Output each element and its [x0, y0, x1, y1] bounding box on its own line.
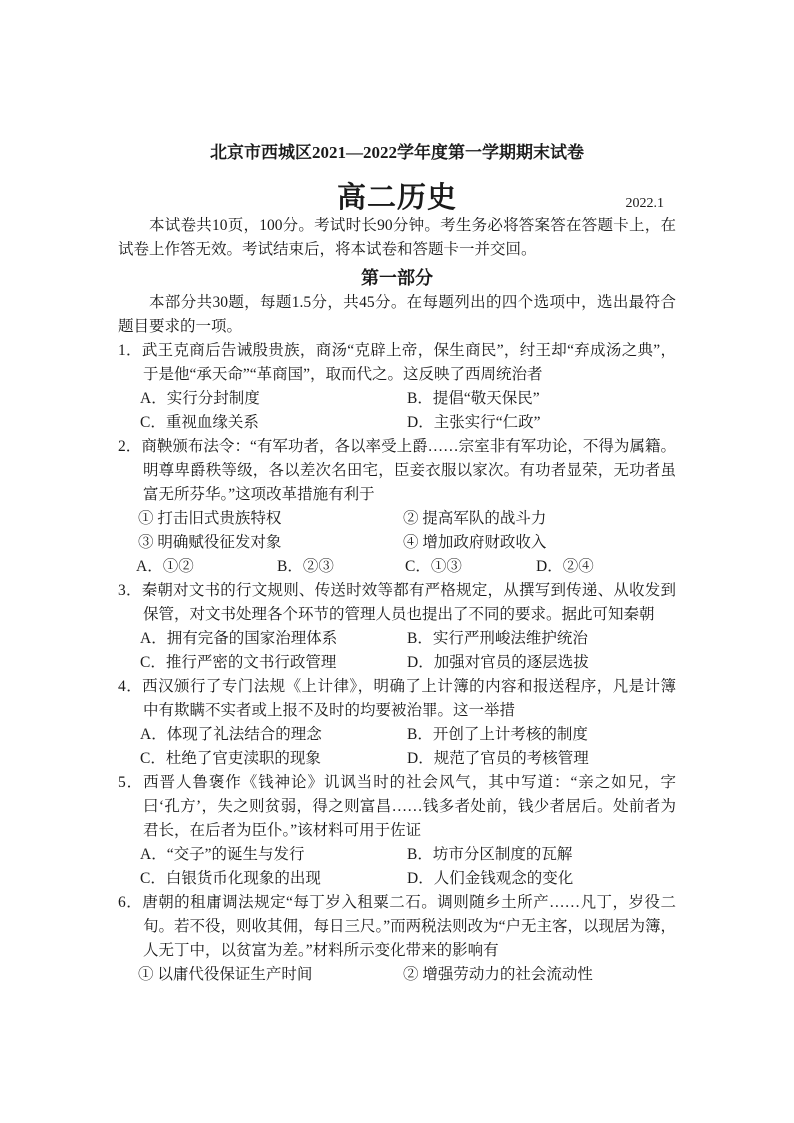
- question-5-option-d: D．人们金钱观念的变化: [407, 870, 574, 887]
- question-2-items: [118, 507, 676, 555]
- question-3-number: 3．: [118, 582, 142, 599]
- question-2-option-b: B．②③: [277, 558, 334, 575]
- question-4: [118, 675, 676, 771]
- question-6-item-2: ② 增强劳动力的社会流动性: [403, 966, 593, 983]
- question-1-option-b: B．提倡“敬天保民”: [407, 390, 540, 407]
- section-notice: 本部分共30题，每题1.5分，共45分。在每题列出的四个选项中，选出最符合题目要求的一项。: [118, 294, 676, 335]
- title-row: [118, 182, 676, 214]
- question-2-item-1: ① 打击旧式贵族特权: [138, 510, 282, 527]
- question-4-options: [118, 723, 676, 771]
- question-3-stem-text: 秦朝对文书的行文规则、传送时效等都有严格规定，从撰写到传递、从收发到保管，对文书处理各个环节的管理人员也提出了不同的要求。据此可知秦朝: [141, 582, 676, 623]
- question-2-option-a: A．①②: [136, 558, 194, 575]
- question-2-options: [118, 555, 676, 579]
- exam-subject-title: 高二历史: [336, 182, 457, 214]
- question-3-option-b: B．实行严刑峻法维护统治: [407, 630, 588, 647]
- exam-date: 2022.1: [625, 196, 664, 211]
- question-4-stem: [118, 675, 676, 723]
- question-1-options: [118, 387, 676, 435]
- question-1-option-d: D．主张实行“仁政”: [407, 414, 541, 431]
- question-1-stem-text: 武王克商后告诫殷贵族，商汤“克辟上帝，保生商民”，纣王却“弃成汤之典”，于是他“承天命”“革商国”，取而代之。这反映了西周统治者: [141, 342, 676, 383]
- question-4-option-a: A．体现了礼法结合的理念: [140, 726, 322, 743]
- question-5: [118, 771, 676, 891]
- question-6-number: 6．: [118, 894, 143, 911]
- question-5-stem: [118, 771, 676, 843]
- question-6-items: [118, 963, 676, 987]
- question-3-option-c: C．推行严密的文书行政管理: [140, 654, 337, 671]
- question-1: [118, 339, 676, 435]
- question-3-option-d: D．加强对官员的逐层选拔: [407, 654, 589, 671]
- question-2-option-c: C．①③: [405, 558, 462, 575]
- question-4-stem-text: 西汉颁行了专门法规《上计律》，明确了上计簿的内容和报送程序，凡是计簿中有欺瞒不实者或上报不及时的均要被治罪。这一举措: [142, 678, 676, 719]
- question-5-stem-text: 西晋人鲁褒作《钱神论》讥讽当时的社会风气，其中写道：“亲之如兄，字曰‘孔方’，失之则贫弱，得之则富昌……钱多者处前，钱少者居后。处前者为君长，在后者为臣仆。”该材料可用于佐证: [143, 774, 676, 839]
- exam-notice: 本试卷共10页，100分。考试时长90分钟。考生务必将答案答在答题卡上，在试卷上作答无效。考试结束后，将本试卷和答题卡一并交回。: [118, 217, 676, 258]
- question-3-stem: [118, 579, 676, 627]
- question-3: [118, 579, 676, 675]
- question-2-stem-text: 商鞅颁布法令：“有军功者，各以率受上爵……宗室非有军功论，不得为属籍。明尊卑爵秩等级，各以差次名田宅，臣妾衣服以家次。有功者显荣，无功者虽富无所芬华。”这项改革措施有利于: [141, 438, 676, 503]
- question-4-option-d: D．规范了官员的考核管理: [407, 750, 589, 767]
- question-2: [118, 435, 676, 579]
- question-1-option-a: A．实行分封制度: [140, 390, 260, 407]
- question-6: [118, 891, 676, 987]
- section-one-title: 第一部分: [361, 268, 433, 288]
- question-2-number: 2．: [118, 438, 142, 455]
- question-2-stem: [118, 435, 676, 507]
- question-6-stem-text: 唐朝的租庸调法规定“每丁岁入租粟二石。调则随乡土所产……凡丁，岁役二旬。若不役，则收其佣，每日三尺。”而两税法则改为“户无主客，以现居为簿，人无丁中，以贫富为差。”材料所示变化带来的影响有: [142, 894, 677, 959]
- exam-header-title: 北京市西城区2021—2022学年度第一学期期末试卷: [210, 143, 584, 162]
- question-1-number: 1．: [118, 342, 142, 359]
- question-5-number: 5．: [118, 774, 144, 791]
- question-2-item-2: ② 提高军队的战斗力: [403, 510, 547, 527]
- question-2-item-4: ④ 增加政府财政收入: [403, 534, 547, 551]
- question-5-options: [118, 843, 676, 891]
- question-6-stem: [118, 891, 676, 963]
- question-1-stem: [118, 339, 676, 387]
- question-1-option-c: C．重视血缘关系: [140, 414, 259, 431]
- question-2-item-3: ③ 明确赋役征发对象: [138, 534, 282, 551]
- question-4-option-c: C．杜绝了官吏渎职的现象: [140, 750, 321, 767]
- question-5-option-c: C．白银货币化现象的出现: [140, 870, 321, 887]
- question-5-option-a: A．“交子”的诞生与发行: [140, 846, 305, 863]
- question-5-option-b: B．坊市分区制度的瓦解: [407, 846, 573, 863]
- question-2-option-d: D．②④: [536, 558, 594, 575]
- question-6-item-1: ① 以庸代役保证生产时间: [138, 966, 313, 983]
- question-3-option-a: A．拥有完备的国家治理体系: [140, 630, 338, 647]
- question-4-number: 4．: [118, 678, 143, 695]
- question-4-option-b: B．开创了上计考核的制度: [407, 726, 588, 743]
- question-3-options: [118, 627, 676, 675]
